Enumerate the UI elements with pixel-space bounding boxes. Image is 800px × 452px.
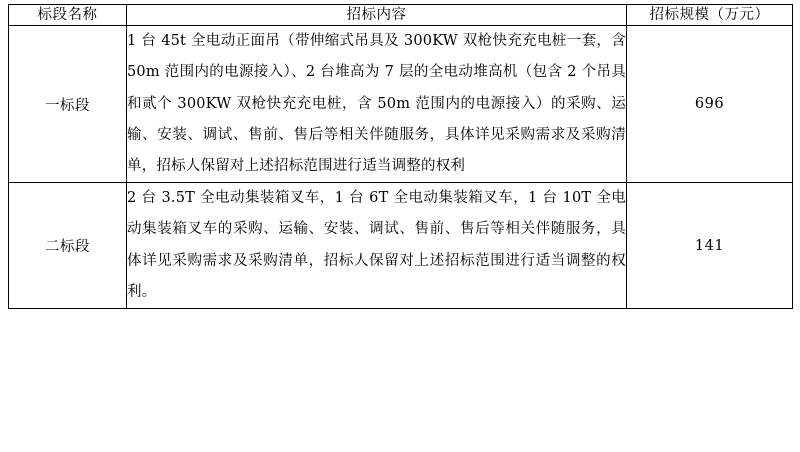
bid-sections-table (8, 4, 793, 309)
table-header-row (9, 5, 793, 26)
cell-lot-name: 二标段 (9, 183, 127, 309)
column-header-bid-scale: 招标规模（万元） (627, 5, 793, 26)
table-row (9, 26, 793, 183)
table-row (9, 183, 793, 309)
cell-bid-content: 2 台 3.5T 全电动集装箱叉车，1 台 6T 全电动集装箱叉车，1 台 10T 全电动集装箱叉车的采购、运输、安装、调试、售前、售后等相关伴随服务，具体详见采购需求及采购清单，招标人保留对上述招标范围进行适当调整的权利。 (127, 183, 627, 309)
cell-bid-scale: 141 (627, 183, 793, 309)
cell-lot-name: 一标段 (9, 26, 127, 183)
cell-bid-scale: 696 (627, 26, 793, 183)
column-header-bid-content: 招标内容 (127, 5, 627, 26)
cell-bid-content: 1 台 45t 全电动正面吊（带伸缩式吊具及 300KW 双枪快充充电桩一套，含 50m 范围内的电源接入）、2 台堆高为 7 层的全电动堆高机（包含 2 个吊具和贰个 300KW 双枪快充充电桩，含 50m 范围内的电源接入）的采购、运输、安装、调试、售前、售后等相关伴随服务，具体详见采购需求及采购清单，招标人保留对上述招标范围进行适当调整的权利 (127, 26, 627, 183)
column-header-lot-name: 标段名称 (9, 5, 127, 26)
